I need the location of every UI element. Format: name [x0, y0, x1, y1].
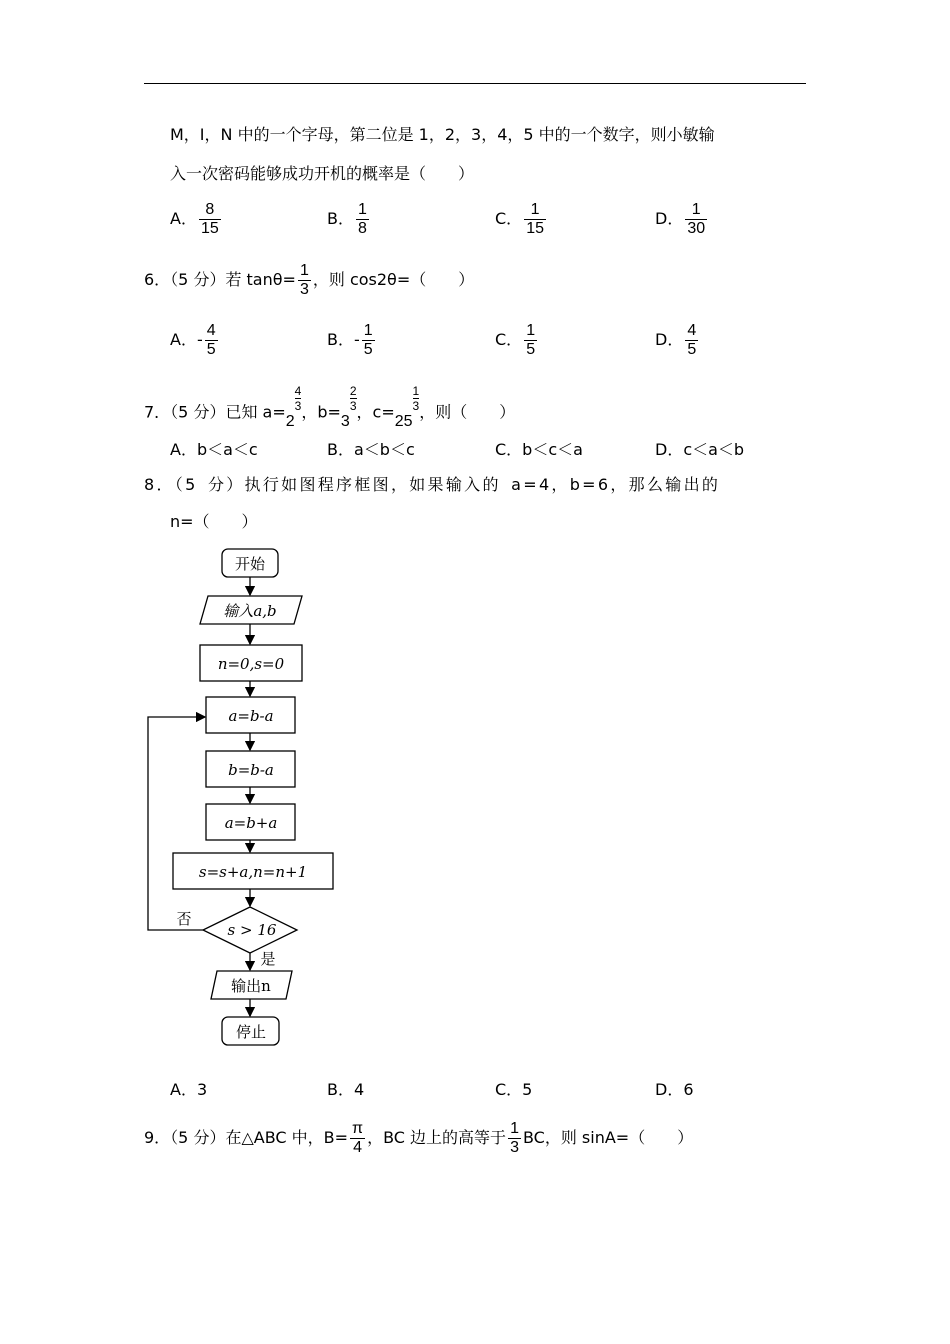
- fraction: $\frac{1}{5}$: [363, 322, 373, 358]
- q7-option-b: B．a＜b＜c: [327, 440, 415, 459]
- q7-option-d: D．c＜a＜b: [655, 440, 745, 459]
- input-label: 输入a,b: [223, 602, 277, 620]
- step4-label: s=s+a,n=n+1: [198, 863, 308, 881]
- q5-line2: 入一次密码能够成功开机的概率是（ ）: [170, 164, 475, 183]
- q7-option-a: A．b＜a＜c: [170, 440, 258, 459]
- q6-option-a: A．- $\frac{4}{5}$: [170, 322, 216, 358]
- fraction: $\frac{1}{15}$: [526, 201, 544, 237]
- q5-option-a: A． $\frac{8}{15}$: [170, 201, 219, 237]
- step2-label: b=b-a: [228, 761, 274, 779]
- q8-line1: 8．（5 分）执行如图程序框图，如果输入的 a=4，b=6，那么输出的: [144, 475, 721, 494]
- fraction: $\frac{\pi}{4}$: [352, 1120, 364, 1156]
- output-label: 输出n: [231, 977, 271, 995]
- start-label: 开始: [234, 555, 266, 573]
- fraction: $\frac{1}{5}$: [526, 322, 536, 358]
- q5-option-c: C． $\frac{1}{15}$: [495, 201, 544, 237]
- q8-option-a: A．3: [170, 1080, 208, 1099]
- flow-arrows: [148, 577, 250, 1016]
- fraction: $\frac{4}{5}$: [206, 322, 216, 358]
- q8-option-b: B．4: [327, 1080, 365, 1099]
- q8-option-c: C．5: [495, 1080, 533, 1099]
- q8-option-d: D．6: [655, 1080, 694, 1099]
- power-a: 2 $\frac{4}{3}$: [285, 384, 302, 430]
- q6-stem: 6．（5 分）若 tanθ= $\frac{1}{3}$ ，则 cos2θ=（ ）: [144, 262, 475, 298]
- condition-label: s > 16: [227, 921, 277, 939]
- loop-arrow: [148, 717, 205, 930]
- power-c: 25 $\frac{1}{3}$: [394, 384, 420, 430]
- q8-line2: n=（ ）: [170, 512, 258, 531]
- power-b: 3 $\frac{2}{3}$: [340, 384, 357, 430]
- q6-option-c: C． $\frac{1}{5}$: [495, 322, 536, 358]
- yes-label: 是: [260, 950, 276, 968]
- q6-option-b: B．- $\frac{1}{5}$: [327, 322, 373, 358]
- q9-stem: 9．（5 分）在△ABC 中，B= $\frac{\pi}{4}$ ，BC 边上的高等于 $\frac{1}{3}$ BC，则 sinA=（ ）: [144, 1120, 694, 1156]
- fraction: $\frac{1}{3}$: [510, 1120, 519, 1156]
- fraction: $\frac{1}{3}$: [299, 262, 309, 298]
- q7-stem: 7．（5 分）已知 a=2 $\frac{4}{3}$ ，b=3 $\frac{2}{3}$ ，c=25 $\frac{1}{3}$ ，则（ ）: [144, 384, 515, 442]
- q6-option-d: D． $\frac{4}{5}$: [655, 322, 697, 358]
- stop-label: 停止: [235, 1023, 267, 1041]
- q7-option-c: C．b＜c＜a: [495, 440, 583, 459]
- fraction: $\frac{1}{8}$: [357, 201, 367, 237]
- step1-label: a=b-a: [228, 707, 274, 725]
- fraction: $\frac{8}{15}$: [200, 201, 219, 237]
- fraction: $\frac{1}{30}$: [687, 201, 706, 237]
- q5-option-d: D． $\frac{1}{30}$: [655, 201, 706, 237]
- fraction: $\frac{4}{5}$: [687, 322, 697, 358]
- q5-option-b: B． $\frac{1}{8}$: [327, 201, 367, 237]
- init-label: n=0,s=0: [217, 655, 285, 673]
- q5-line1: M，I，N 中的一个字母，第二位是 1，2，3，4，5 中的一个数字，则小敏输: [170, 125, 715, 144]
- step3-label: a=b+a: [224, 814, 278, 832]
- no-label: 否: [176, 910, 192, 928]
